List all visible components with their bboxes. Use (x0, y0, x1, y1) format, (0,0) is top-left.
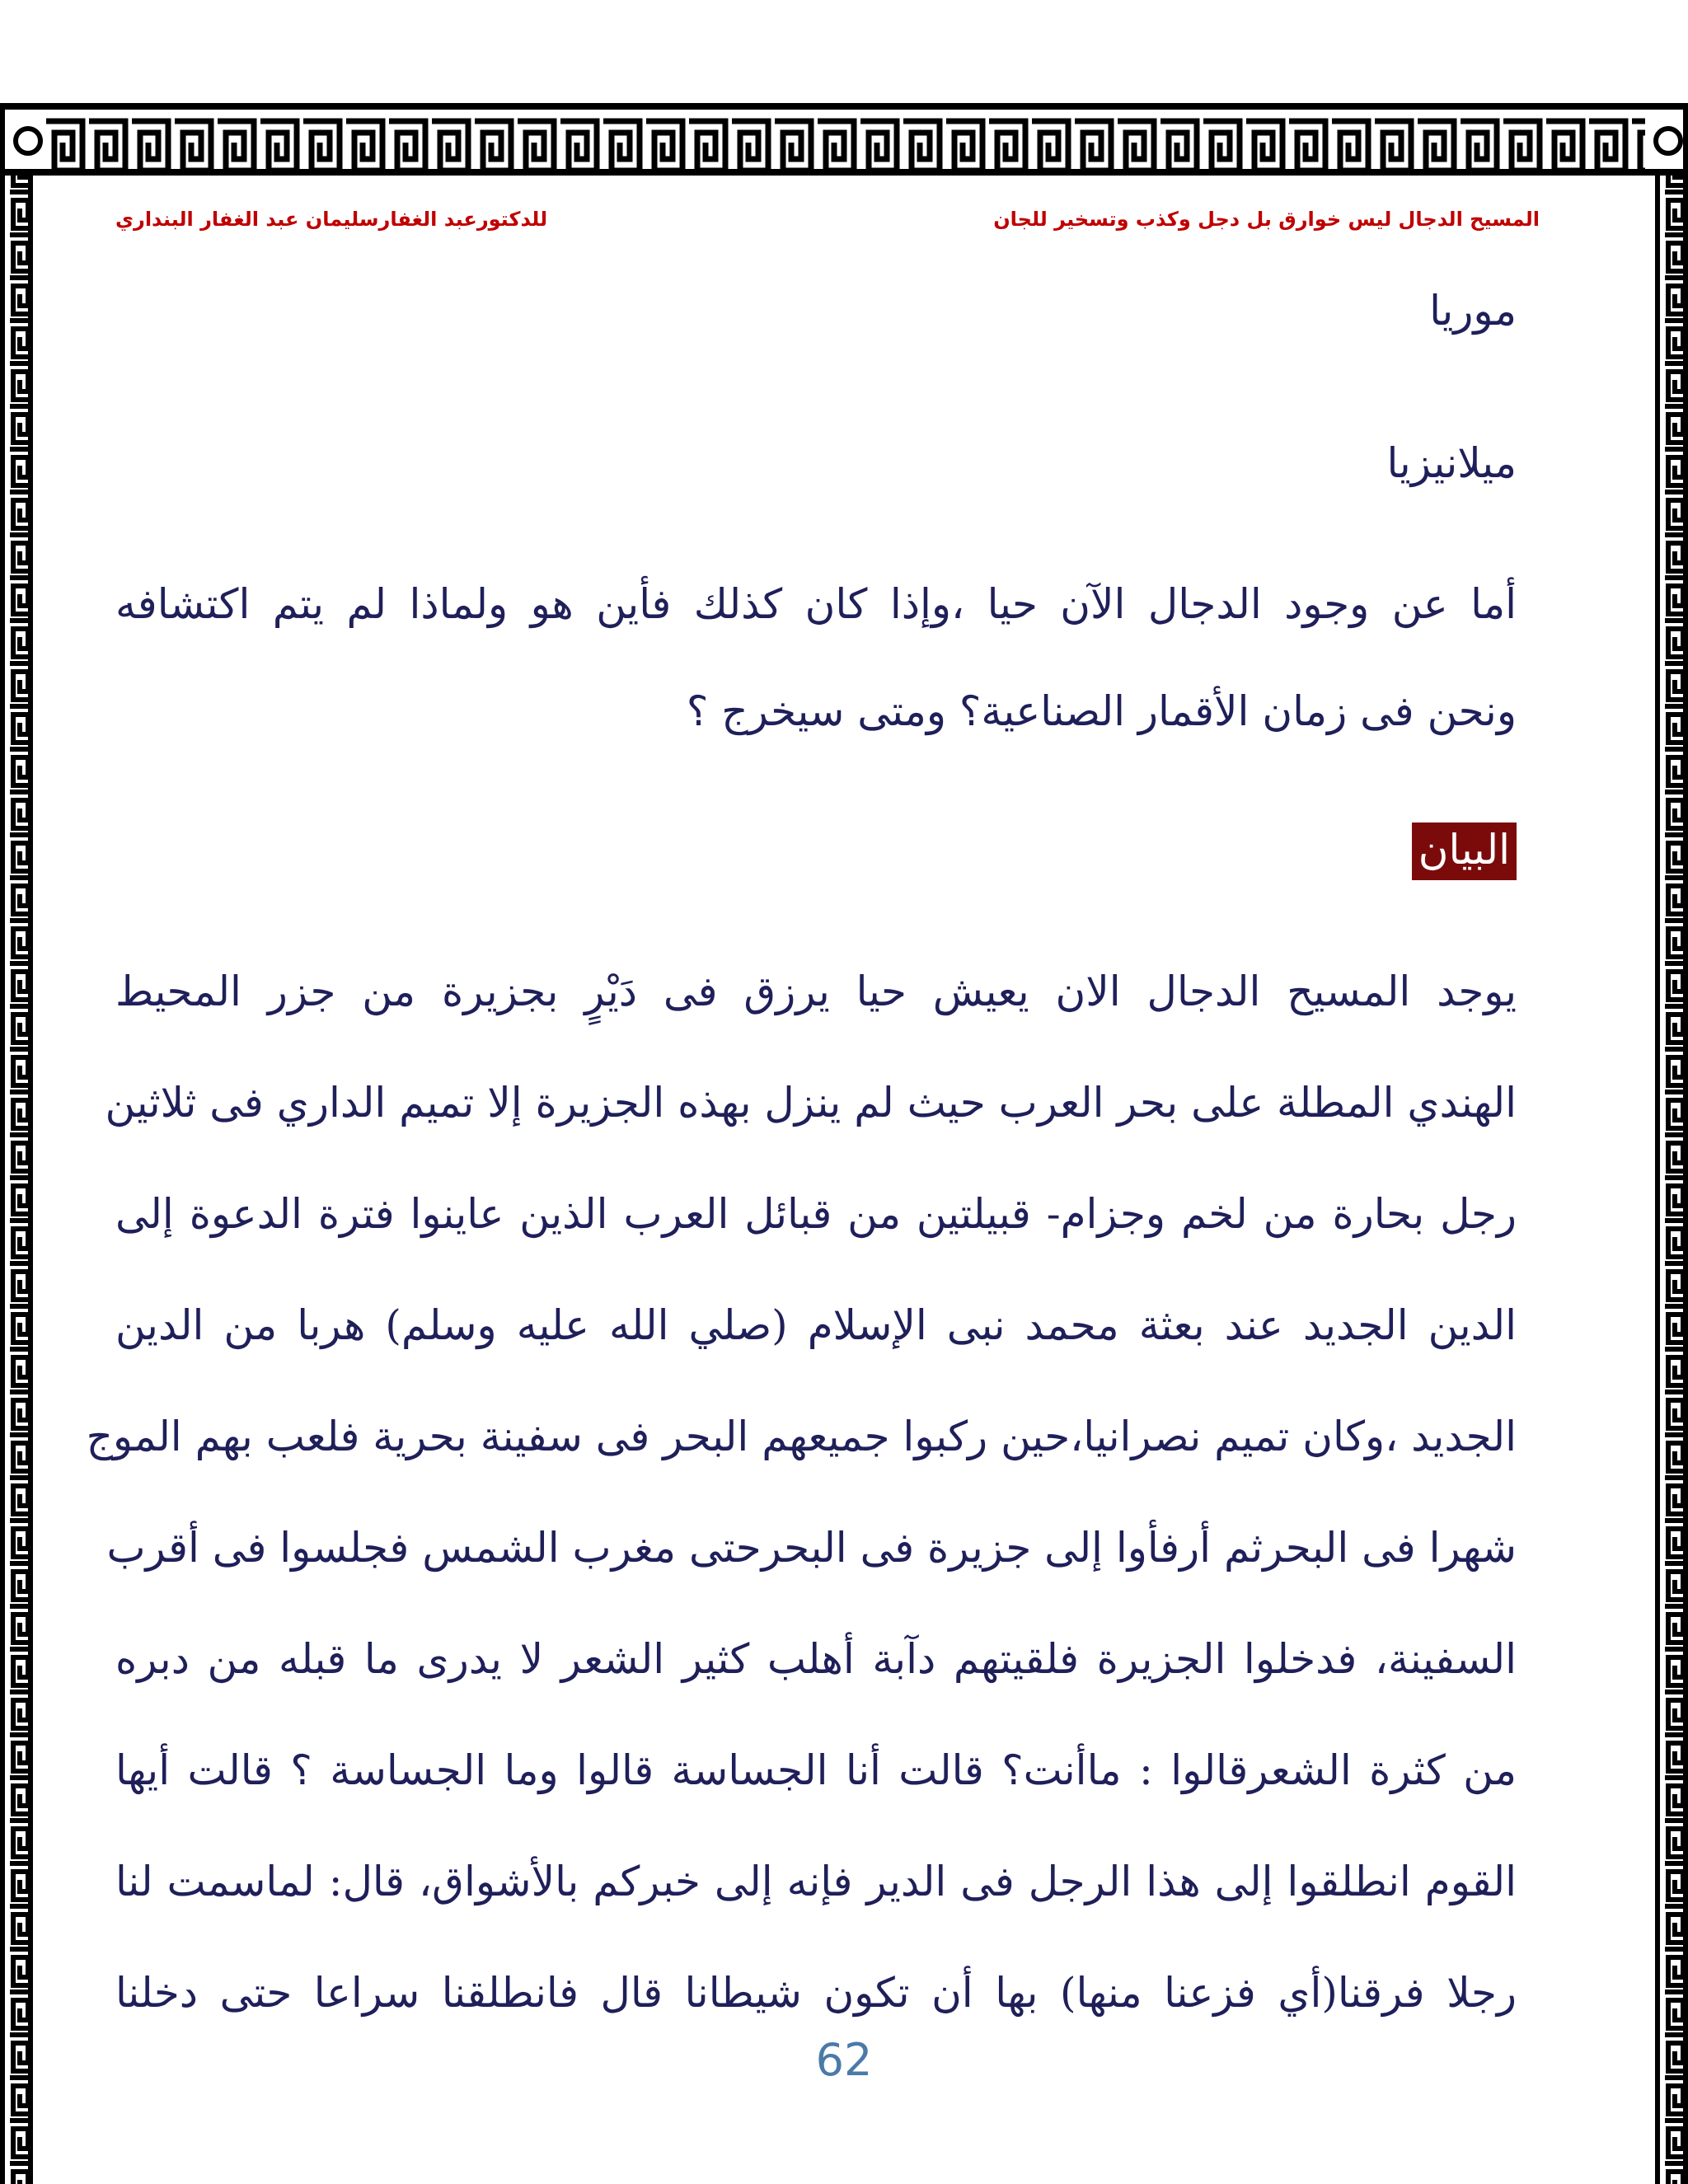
author-name: للدكتورعبد الغفارسليمان عبد الغفار البنداري (115, 208, 548, 231)
paragraph-line: السفينة، فدخلوا الجزيرة فلقيتهم دآبة أهلب كثير الشعر لا يدرى ما قبله من دبره (115, 1635, 1517, 1683)
left-meander-border (0, 103, 33, 2184)
section-heading: البيان (1412, 823, 1517, 880)
text-line: موريا (1429, 287, 1517, 335)
question-line: ونحن فى زمان الأقمار الصناعية؟ ومتى سيخرج ؟ (686, 687, 1517, 735)
paragraph-line: رجل بحارة من لخم وجزام- قبيلتين من قبائل العرب الذين عاينوا فترة الدعوة إلى (115, 1190, 1517, 1238)
paragraph-line: القوم انطلقوا إلى هذا الرجل فى الدير فإنه إلى خبركم بالأشواق، قال: لماسمت لنا (115, 1858, 1517, 1905)
paragraph-line: من كثرة الشعرقالوا : ماأنت؟ قالت أنا الجساسة قالوا وما الجساسة ؟ قالت أيها (115, 1746, 1517, 1794)
paragraph-line: الجديد ،وكان تميم نصرانيا،حين ركبوا جميعهم البحر فى سفينة بحرية فلعب بهم الموج (86, 1413, 1517, 1460)
top-left-corner-ornament (0, 103, 43, 176)
top-right-corner-ornament (1645, 103, 1688, 176)
corner-ring-icon (13, 126, 43, 156)
paragraph-line: رجلا فرقنا(أي فزعنا منها) بها أن تكون شيطانا قال فانطلقنا سراعا حتى دخلنا (115, 1969, 1517, 2017)
top-meander-border (0, 103, 1688, 176)
paragraph-line: يوجد المسيح الدجال الان يعيش حيا يرزق فى دَيْرٍ بجزيرة من جزر المحيط (115, 968, 1517, 1015)
paragraph-line: الدين الجديد عند بعثة محمد نبى الإسلام (صلي الله عليه وسلم) هربا من الدين (115, 1301, 1517, 1349)
book-title: المسيح الدجال ليس خوارق بل دجل وكذب وتسخير للجان (993, 208, 1540, 231)
paragraph-line: شهرا فى البحرثم أرفأوا إلى جزيرة فى البحرحتى مغرب الشمس فجلسوا فى أقرب (106, 1524, 1517, 1572)
paragraph-line: الهندي المطلة على بحر العرب حيث لم ينزل بهذه الجزيرة إلا تميم الداري فى ثلاثين (105, 1079, 1517, 1127)
right-meander-border (1655, 103, 1688, 2184)
text-line: ميلانيزيا (1386, 439, 1517, 487)
question-line: أما عن وجود الدجال الآن حيا ،وإذا كان كذلك فأين هو ولماذا لم يتم اكتشافه (115, 580, 1517, 628)
running-header (115, 208, 1573, 241)
page-number: 62 (815, 2034, 873, 2086)
corner-ring-icon (1653, 126, 1683, 156)
